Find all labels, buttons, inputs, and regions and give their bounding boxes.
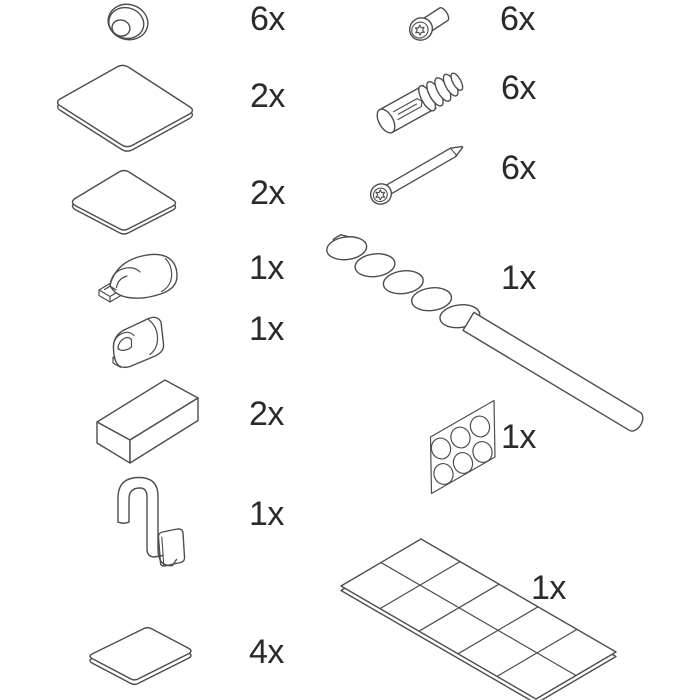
quantity-label-washer-sheet: 1x — [501, 418, 536, 456]
quantity-label-wall-plug: 6x — [501, 69, 536, 107]
glide-clip-top-drawing — [99, 254, 177, 302]
washer-sheet-drawing — [429, 401, 495, 494]
rectangular-block-drawing — [97, 380, 198, 463]
large-square-pad-drawing — [58, 65, 193, 151]
quantity-label-glide-clip-top: 1x — [249, 249, 284, 287]
glide-clip-bottom-drawing — [113, 317, 164, 367]
pan-head-screw-drawing — [367, 138, 467, 208]
quantity-label-cover-cap: 6x — [250, 0, 285, 38]
quantity-label-s-hook: 1x — [249, 495, 284, 533]
quantity-label-flat-head-screw: 6x — [500, 0, 535, 38]
adhesive-grid-sheet-drawing — [341, 539, 616, 700]
flat-head-screw-drawing — [405, 3, 452, 44]
quantity-label-pan-head-screw: 6x — [501, 149, 536, 187]
small-square-pad-drawing — [73, 171, 176, 235]
s-hook-drawing — [118, 478, 185, 566]
quantity-label-adhesive-grid-sheet: 1x — [531, 569, 566, 607]
quantity-label-glide-clip-bottom: 1x — [249, 310, 284, 348]
quantity-label-rectangular-pad: 4x — [249, 633, 284, 671]
cover-cap-drawing — [104, 0, 152, 44]
quantity-label-rectangular-block: 2x — [249, 395, 284, 433]
quantity-label-large-square-pad: 2x — [250, 77, 285, 115]
quantity-label-drill-bit: 1x — [501, 259, 536, 297]
wall-plug-drawing — [373, 68, 467, 137]
quantity-label-small-square-pad: 2x — [250, 174, 285, 212]
rectangular-pad-drawing — [90, 628, 191, 685]
